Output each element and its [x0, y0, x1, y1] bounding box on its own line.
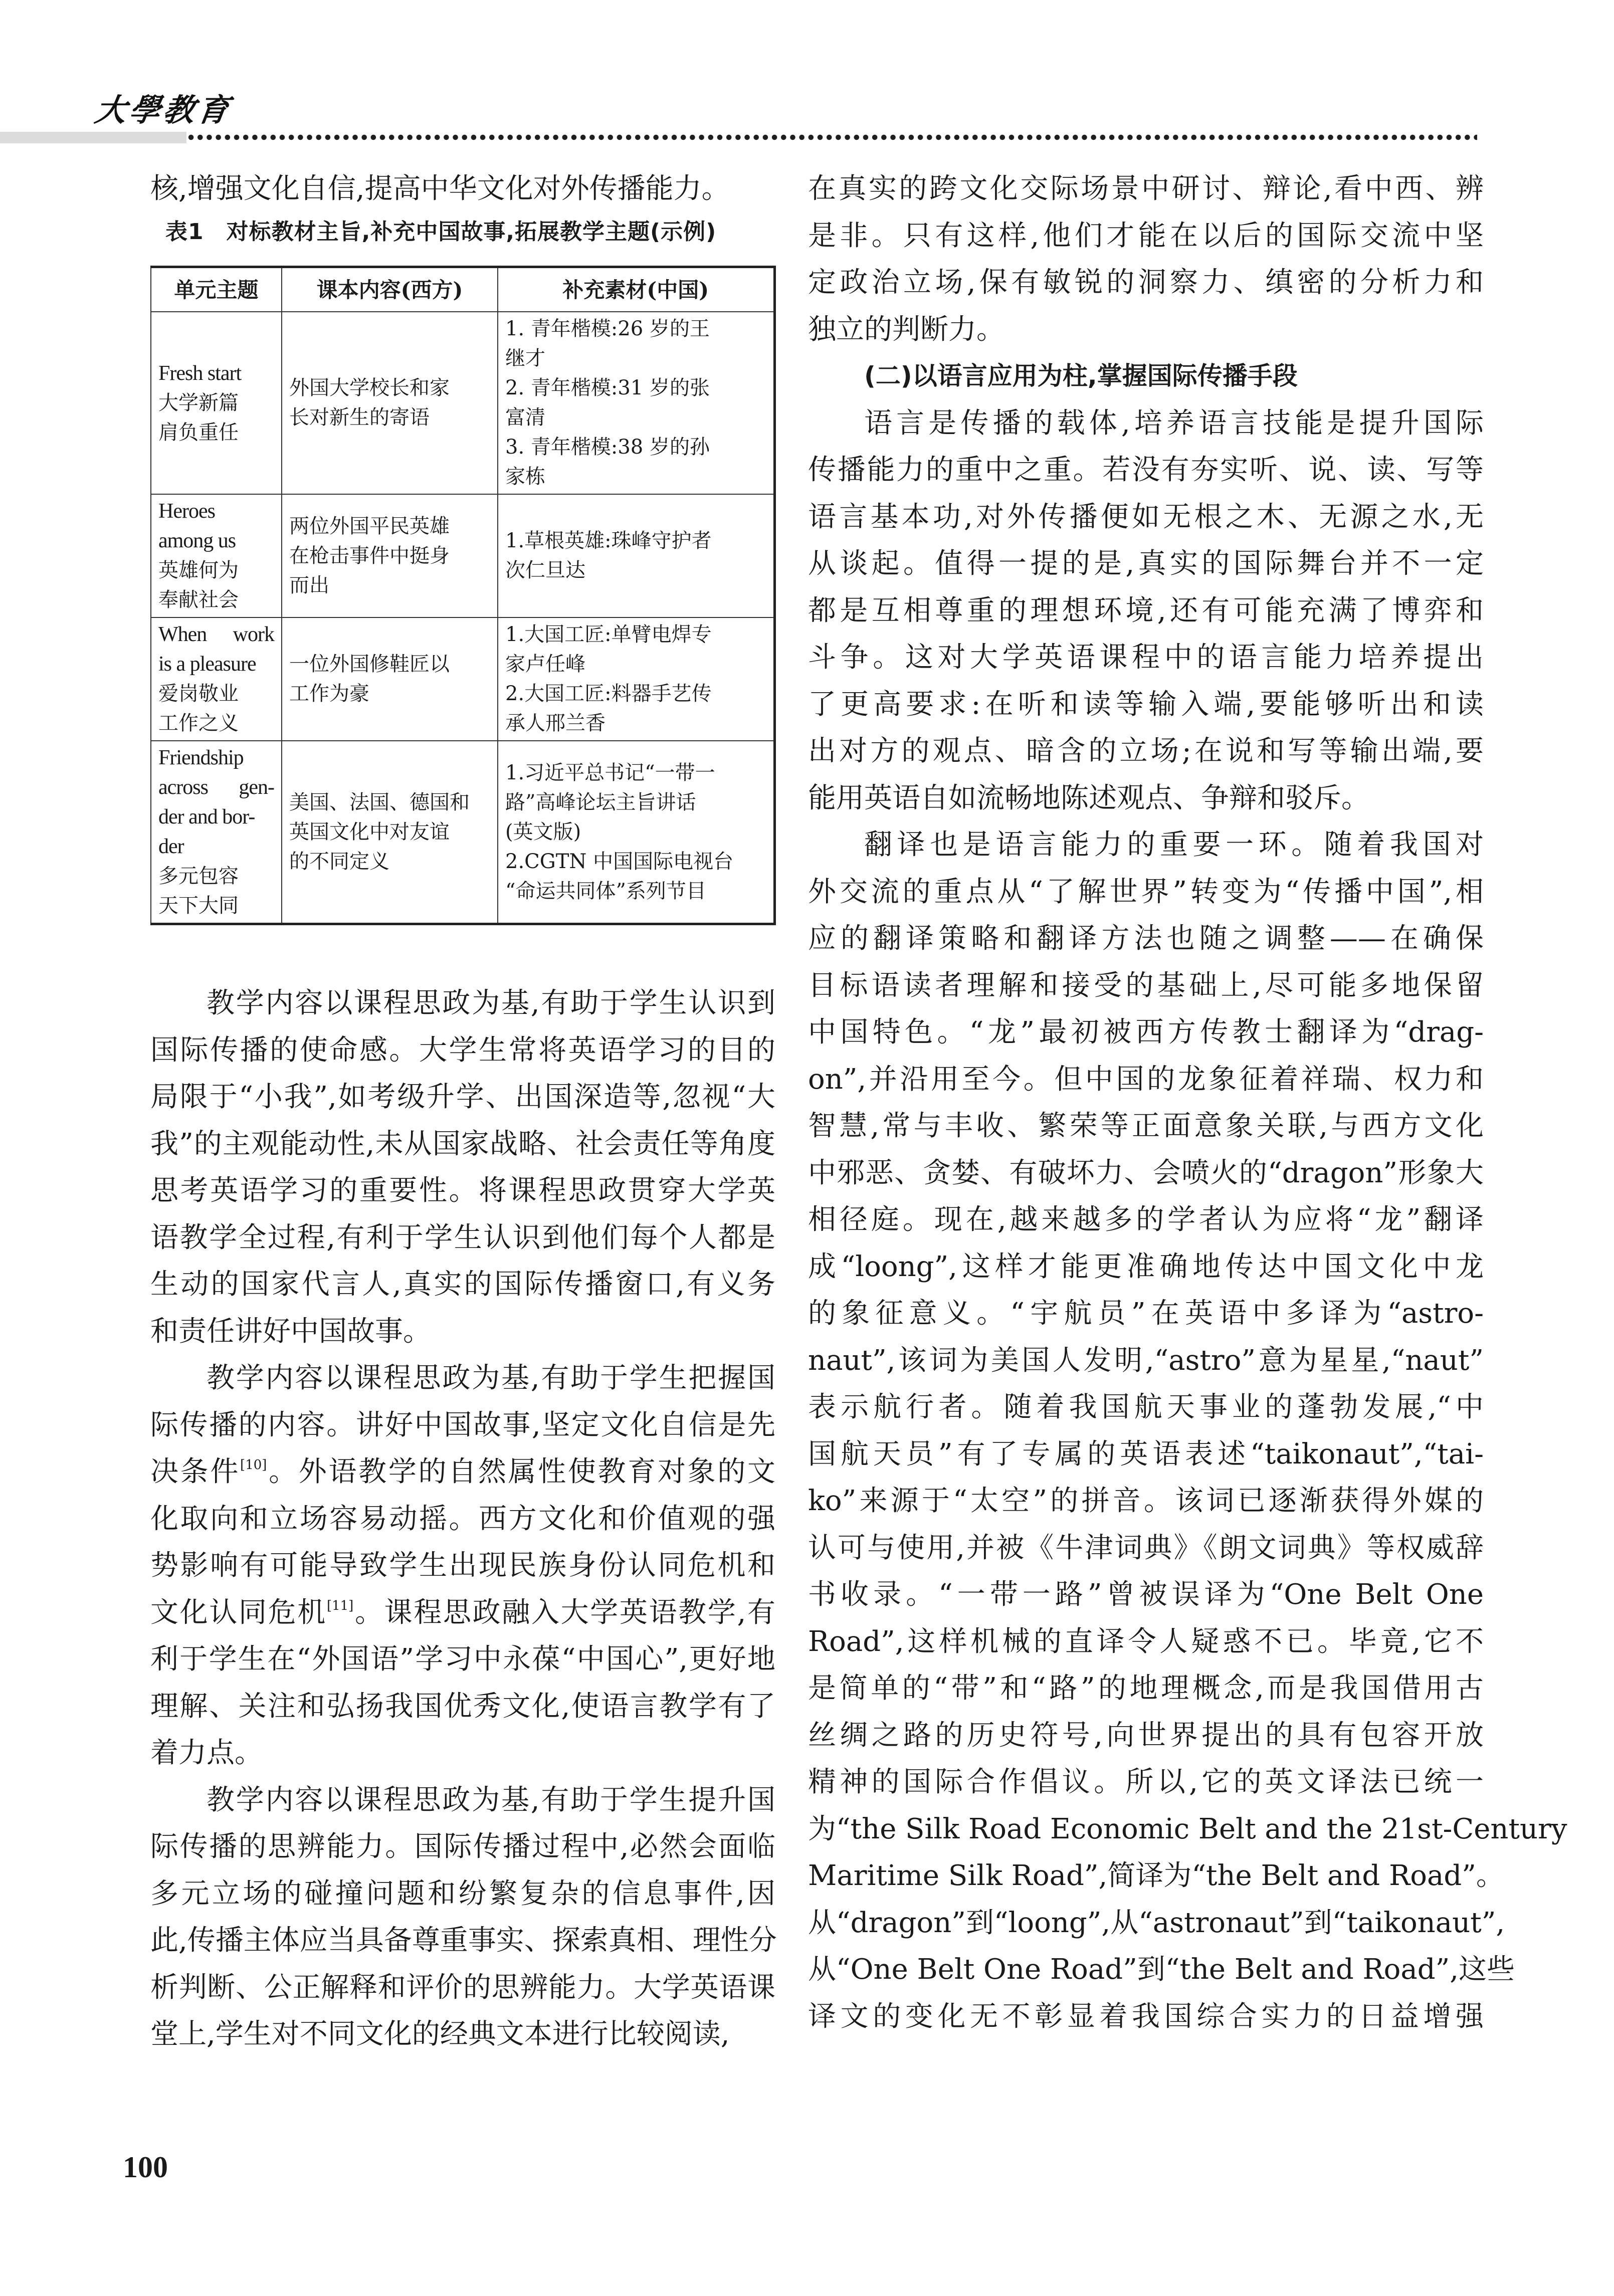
text-line: 文化认同危机[11]。课程思政融入大学英语教学,有	[150, 1596, 775, 1629]
text-line: 化取向和立场容易动摇。西方文化和价值观的强	[150, 1502, 775, 1535]
cell-unit-theme	[151, 494, 282, 617]
cell-text-line: 3. 青年楷模:38 岁的孙	[505, 436, 710, 459]
text-line: 为“the Silk Road Economic Belt and the 21st-Century	[808, 1812, 1567, 1845]
citation-ref: [10]	[240, 1457, 267, 1473]
paragraph	[808, 400, 1484, 822]
cell-text-line: 2.CGTN 中国国际电视台	[505, 850, 734, 873]
text-line: on”,并沿用至今。但中国的龙象征着祥瑞、权力和	[808, 1063, 1484, 1096]
text-line: 教学内容以课程思政为基,有助于学生认识到	[207, 987, 775, 1019]
text-line: 翻译也是语言能力的重要一环。随着我国对	[864, 828, 1484, 861]
table-caption: 表1 对标教材主旨,补充中国故事,拓展教学主题(示例)	[165, 219, 717, 245]
text-line: ko”来源于“太空”的拼音。该词已逐渐获得外媒的	[808, 1485, 1484, 1517]
cell-text-line: 路”高峰论坛主旨讲话	[505, 790, 696, 814]
text-line: 教学内容以课程思政为基,有助于学生把握国	[207, 1362, 775, 1394]
table-row	[151, 617, 774, 741]
text-line: 丝绸之路的历史符号,向世界提出的具有包容开放	[808, 1719, 1484, 1752]
text-line: 析判断、公正解释和评价的思辨能力。大学英语课	[150, 1971, 775, 2004]
cell-text-line: 而出	[289, 573, 329, 597]
left-column	[150, 165, 775, 252]
text-line: 在真实的跨文化交际场景中研讨、辩论,看中西、辨	[808, 172, 1484, 205]
cell-unit-theme	[151, 741, 282, 924]
text-line: 是简单的“带”和“路”的地理概念,而是我国借用古	[808, 1672, 1484, 1705]
text-line: 能用英语自如流畅地陈述观点、争辩和驳斥。	[808, 781, 1369, 814]
text-line: 我”的主观能动性,未从国家战略、社会责任等角度	[150, 1127, 775, 1160]
cell-text-line: 英国文化中对友谊	[289, 820, 450, 844]
paragraph-continued	[808, 165, 1484, 353]
cell-text-line: 外国大学校长和家	[289, 376, 450, 399]
cell-text-line: 奉献社会	[158, 588, 239, 611]
table-row	[151, 312, 774, 494]
column-header-theme: 单元主题	[151, 267, 282, 312]
cell-text-line: 2. 青年楷模:31 岁的张	[505, 376, 710, 399]
header-dotted-rule	[186, 134, 1477, 140]
text-line: 理解、关注和弘扬我国优秀文化,使语言教学有了	[150, 1690, 775, 1723]
text-line: 独立的判断力。	[808, 313, 1004, 346]
text-line: 定政治立场,保有敏锐的洞察力、缜密的分析力和	[808, 266, 1484, 299]
text-line: 是非。只有这样,他们才能在以后的国际交流中坚	[808, 219, 1484, 252]
text-line: 认可与使用,并被《牛津词典》《朗文词典》等权威辞	[808, 1531, 1484, 1564]
cell-text-line: 两位外国平民英雄	[289, 514, 450, 538]
cell-text-line: 爱岗敬业	[158, 682, 239, 705]
text-line: 从“dragon”到“loong”,从“astronaut”到“taikonaut”,	[808, 1906, 1505, 1939]
cell-text-line: 在枪击事件中挺身	[289, 544, 450, 567]
cell-text-line: 家卢任峰	[505, 653, 585, 676]
cell-text-line: “命运共同体”系列节目	[505, 879, 706, 903]
header-gray-bar	[0, 132, 186, 143]
cell-text-line: 家栋	[505, 465, 545, 488]
cell-text-line: der	[158, 835, 184, 858]
cell-supplement-material	[498, 312, 774, 494]
text-line: 语言是传播的载体,培养语言技能是提升国际	[864, 406, 1484, 440]
cell-text-line: 大学新篇	[158, 391, 239, 414]
cell-text-line: (英文版)	[505, 820, 581, 844]
text-line: 中邪恶、贪婪、有破坏力、会喷火的“dragon”形象大	[808, 1156, 1484, 1189]
text-line: 译文的变化无不彰显着我国综合实力的日益增强	[808, 2000, 1484, 2033]
cell-textbook-content	[282, 312, 498, 494]
cell-unit-theme	[151, 617, 282, 741]
cell-text-line: 工作之义	[158, 712, 239, 735]
text-line: Maritime Silk Road”,简译为“the Belt and Road”。	[808, 1859, 1504, 1892]
text-line: 外交流的重点从“了解世界”转变为“传播中国”,相	[808, 875, 1484, 908]
cell-text-line: 工作为豪	[289, 682, 369, 705]
text-line: 斗争。这对大学英语课程中的语言能力培养提出	[808, 641, 1484, 674]
left-body-text	[150, 980, 775, 2058]
table-header-row	[151, 267, 774, 312]
cell-text-line: 的不同定义	[289, 850, 389, 873]
cell-text-line: across gen-	[158, 776, 274, 799]
text-line: 精神的国际合作倡议。所以,它的英文译法已统一	[808, 1766, 1484, 1798]
text-line: 多元立场的碰撞问题和纷繁复杂的信息事件,因	[150, 1877, 775, 1910]
cell-text-line: 英雄何为	[158, 559, 239, 582]
text-line: 国航天员”有了专属的英语表述“taikonaut”,“tai-	[808, 1437, 1484, 1471]
text-line: 语言基本功,对外传播便如无根之木、无源之水,无	[808, 500, 1484, 533]
column-header-textbook: 课本内容(西方)	[282, 267, 498, 312]
text-line: 成“loong”,这样才能更准确地传达中国文化中龙	[808, 1250, 1484, 1283]
cell-text-line: der and bor-	[158, 805, 255, 828]
cell-text-line: 1.草根英雄:珠峰守护者	[505, 529, 712, 552]
text-line: 应的翻译策略和翻译方法也随之调整——在确保	[808, 922, 1484, 955]
text-line: 势影响有可能导致学生出现民族身份认同危机和	[150, 1549, 775, 1582]
text-line: 和责任讲好中国故事。	[150, 1315, 431, 1348]
section-heading: (二)以语言应用为柱,掌握国际传播手段	[864, 361, 1298, 390]
cell-text-line: 1.大国工匠:单臂电焊专	[505, 623, 712, 646]
column-header-supplement: 补充素材(中国)	[498, 267, 774, 312]
text-line: 的象征意义。“宇航员”在英语中多译为“astro-	[808, 1297, 1484, 1330]
text-line: 语教学全过程,有利于学生认识到他们每个人都是	[150, 1221, 775, 1254]
journal-masthead: 大學教育	[92, 92, 235, 128]
citation-ref: [11]	[326, 1598, 354, 1613]
cell-text-line: Heroes	[158, 500, 215, 523]
cell-text-line: 次仁旦达	[505, 559, 585, 582]
cell-text-line: Fresh start	[158, 361, 242, 385]
text-line: 生动的国家代言人,真实的国际传播窗口,有义务	[150, 1268, 775, 1301]
cell-text-line: 承人邢兰香	[505, 712, 606, 735]
cell-text-line: 长对新生的寄语	[289, 406, 430, 429]
cell-text-line: among us	[158, 529, 236, 552]
text-line: 中国特色。“龙”最初被西方传教士翻译为“drag-	[808, 1016, 1484, 1049]
text-line: 从谈起。值得一提的是,真实的国际舞台并不一定	[808, 547, 1484, 580]
cell-text-line: 继才	[505, 347, 545, 370]
text-line: 思考英语学习的重要性。将课程思政贯穿大学英	[150, 1174, 775, 1207]
text-line: 了更高要求:在听和读等输入端,要能够听出和读	[808, 688, 1484, 721]
data-table	[150, 266, 776, 925]
cell-text-line: 美国、法国、德国和	[289, 790, 470, 814]
text-line: 目标语读者理解和接受的基础上,尽可能多地保留	[808, 969, 1484, 1002]
right-column	[808, 165, 1567, 2040]
text-line: 教学内容以课程思政为基,有助于学生提升国	[207, 1783, 775, 1816]
table-row	[151, 494, 774, 617]
text-line: 此,传播主体应当具备尊重事实、探索真相、理性分	[150, 1924, 777, 1957]
cell-text-line: 天下大同	[158, 894, 239, 917]
cell-text-line: Friendship	[158, 746, 244, 769]
cell-supplement-material	[498, 617, 774, 741]
cell-text-line: is a pleasure	[158, 653, 256, 676]
text-line: 核,增强文化自信,提高中华文化对外传播能力。	[150, 172, 730, 205]
text-line: 表示航行者。随着我国航天事业的蓬勃发展,“中	[808, 1391, 1484, 1423]
text-line: 国际传播的使命感。大学生常将英语学习的目的	[150, 1033, 775, 1067]
text-line: 局限于“小我”,如考级升学、出国深造等,忽视“大	[150, 1081, 775, 1113]
cell-text-line: 2.大国工匠:料器手艺传	[505, 682, 712, 705]
cell-textbook-content	[282, 617, 498, 741]
text-line: 着力点。	[150, 1737, 263, 1769]
text-line: 际传播的内容。讲好中国故事,坚定文化自信是先	[150, 1408, 775, 1441]
text-line: 相径庭。现在,越来越多的学者认为应将“龙”翻译	[808, 1203, 1484, 1236]
cell-textbook-content	[282, 741, 498, 924]
cell-supplement-material	[498, 741, 774, 924]
text-line: Road”,这样机械的直译令人疑惑不已。毕竟,它不	[808, 1625, 1484, 1658]
cell-text-line: When work	[158, 623, 274, 646]
text-line: naut”,该词为美国人发明,“astro”意为星星,“naut”	[808, 1344, 1484, 1377]
paragraph	[150, 1355, 775, 1777]
paragraph	[150, 980, 775, 1355]
cell-text-line: 肩负重任	[158, 421, 239, 444]
text-line: 从“One Belt One Road”到“the Belt and Road”,这些	[808, 1953, 1515, 1986]
cell-text-line: 1. 青年楷模:26 岁的王	[505, 317, 710, 340]
cell-text-line: 富清	[505, 406, 545, 429]
text-line: 堂上,学生对不同文化的经典文本进行比较阅读,	[150, 2018, 730, 2050]
text-line: 决条件[10]。外语教学的自然属性使教育对象的文	[150, 1455, 776, 1488]
text-line: 出对方的观点、暗含的立场;在说和写等输出端,要	[808, 735, 1484, 767]
page-number: 100	[123, 2151, 168, 2184]
cell-text-line: 1.习近平总书记“一带一	[505, 761, 715, 784]
cell-text-line: 多元包容	[158, 865, 239, 888]
text-line: 书收录。“一带一路”曾被误译为“One Belt One	[808, 1578, 1484, 1611]
text-line: 利于学生在“外国语”学习中永葆“中国心”,更好地	[150, 1643, 775, 1676]
text-line: 都是互相尊重的理想环境,还有可能充满了博弈和	[808, 594, 1484, 627]
paragraph	[150, 1777, 775, 2058]
text-line: 际传播的思辨能力。国际传播过程中,必然会面临	[150, 1830, 775, 1863]
paragraph	[808, 821, 1567, 2040]
cell-supplement-material	[498, 494, 774, 617]
cell-text-line: 一位外国修鞋匠以	[289, 653, 450, 676]
cell-textbook-content	[282, 494, 498, 617]
cell-unit-theme	[151, 312, 282, 494]
text-line: 传播能力的重中之重。若没有夯实听、说、读、写等	[808, 454, 1484, 486]
text-line: 智慧,常与丰收、繁荣等正面意象关联,与西方文化	[808, 1110, 1484, 1142]
table-row	[151, 741, 774, 924]
